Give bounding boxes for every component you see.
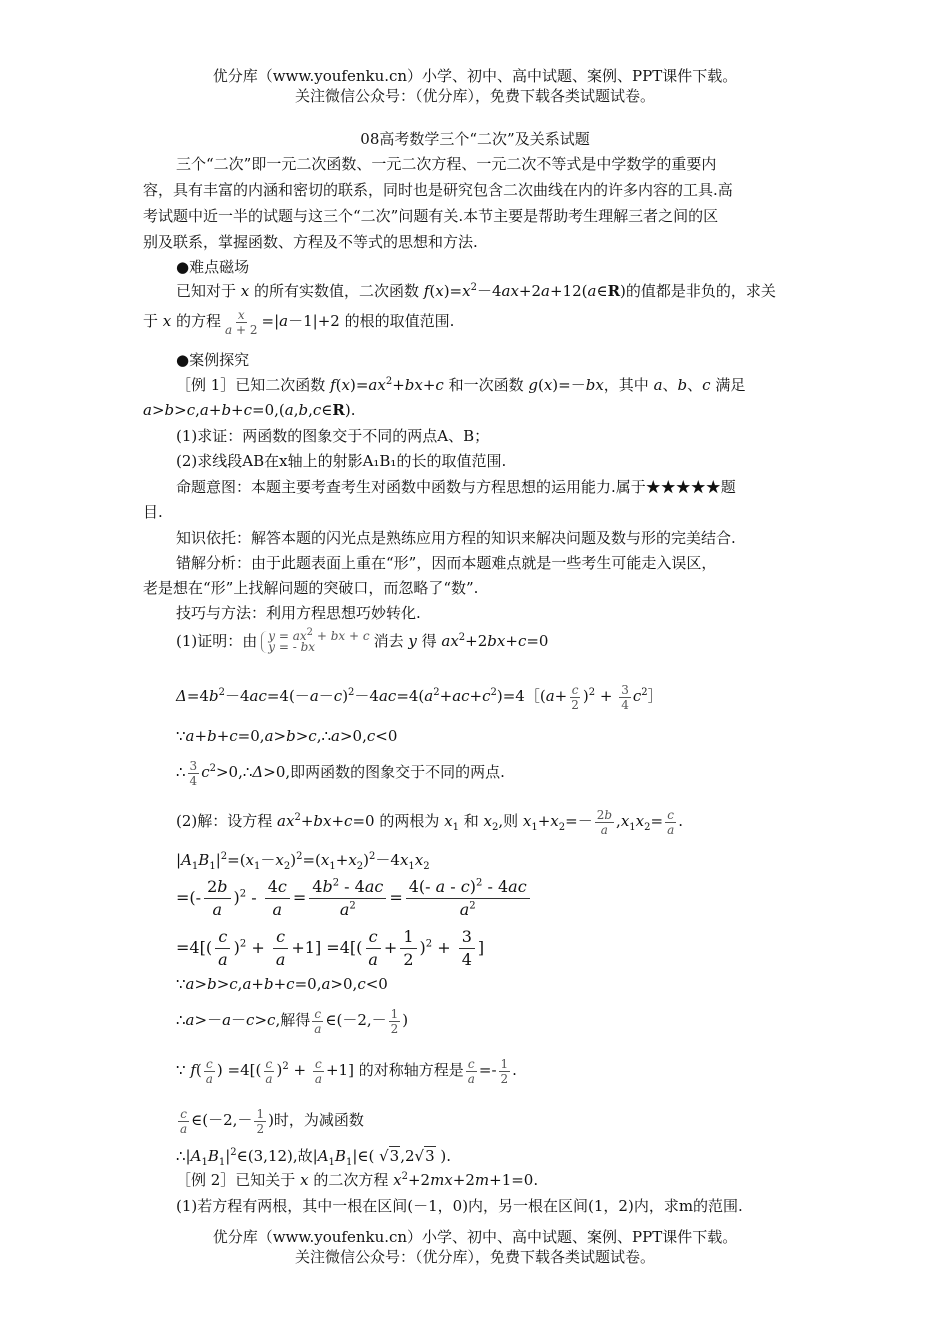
- solution-expand-1: =(- $\frac{2b}{a}$ )$^2$ - $\frac{4c}{a}$ = $\frac{4b^2 - 4ac}{a^2}$ = $\frac{4(- a - c)^2 - 4ac}{a^2}$: [176, 874, 533, 922]
- example1-intent-line-2: 目.: [143, 503, 163, 521]
- example1-statement-line-2: a>b>c,a+b+c=0,(a,b,c∈R).: [143, 401, 356, 419]
- example1-error-line-1: 错解分析：由于此题表面上重在“形”，因而本题难点就是一些考生可能走入误区，: [176, 554, 717, 572]
- difficulty-problem-line-2: 于 x 的方程 $\frac{x}{a + 2}$ =|a－1|+2 的根的取值范围.: [143, 307, 455, 337]
- solution-expand-2: =4[( $\frac{c}{a}$ )$^2$ + $\frac{c}{a}$ +1] =4[( $\frac{c}{a}$ + $\frac{1}{2}$ )$^2$ + $\frac{3}{4}$ ]: [176, 927, 485, 969]
- example1-part2: (2)求线段AB在x轴上的射影A₁B₁的长的取值范围.: [176, 452, 507, 470]
- example1-part1: (1)求证：两函数的图象交于不同的两点A、B；: [176, 427, 490, 445]
- example2-statement: ［例 2］已知关于 x 的二次方程 $x^2+2mx+2m+1=0$.: [176, 1171, 539, 1189]
- section-difficulty: ●难点磁场: [176, 258, 250, 276]
- example1-method: 技巧与方法：利用方程思想巧妙转化.: [176, 604, 421, 622]
- solution-condition: ∵a>b>c,a+b+c=0,a>0,c<0: [176, 975, 388, 993]
- solution-roots: (2)解：设方程 $ax^2+bx+c=0$ 的两根为 $x_1$ 和 $x_2$,则 $x_1+x_2=-$ $\frac{2b}{a}$ $,x_1x_2=$ $\frac{c}{a}$ .: [176, 807, 684, 837]
- intro-line-1: 三个“二次”即一元二次函数、一元二次方程、一元二次不等式是中学数学的重要内: [176, 155, 717, 173]
- footer-line-2: 关注微信公众号：（优分库），免费下载各类试题试卷。: [294, 1248, 655, 1266]
- intro-line-4: 别及联系，掌握函数、方程及不等式的思想和方法.: [143, 233, 478, 251]
- page-title: 08高考数学三个“二次”及关系试题: [360, 130, 590, 148]
- proof-discriminant: $\Delta=4b^2-4ac=4(-a-c)^2-4ac=4(a^2+ac+c^2)=4[(a+$ $\frac{c}{2}$ )$^2$ + $\frac{3}{4}$ $c^2]$: [176, 682, 663, 712]
- solution-range: ∴a>－a－c>c,解得 $\frac{c}{a}$ ∈(－2,－ $\frac{1}{2}$ ): [176, 1006, 409, 1036]
- section-cases: ●案例探究: [176, 351, 250, 369]
- header-line-1: 优分库（www.youfenku.cn）小学、初中、高中试题、案例、PPT课件下载。: [212, 67, 738, 85]
- solution-result: $\therefore|A_1B_1|^2\in(3,12)$,故$|A_1B_1|\in$( √3,2√3 ).: [176, 1147, 452, 1168]
- footer-line-1: 优分库（www.youfenku.cn）小学、初中、高中试题、案例、PPT课件下载。: [212, 1228, 738, 1246]
- intro-line-2: 容，具有丰富的内涵和密切的联系，同时也是研究包含二次曲线在内的许多内容的工具.高: [143, 181, 733, 199]
- proof-system: (1)证明：由 $y = ax^2$ + bx + c y = - bx 消去 y 得 $ax^2+2bx+c=0$: [176, 627, 549, 654]
- solution-decreasing: $\frac{c}{a}$ ∈(－2,－ $\frac{1}{2}$ )时，为减函数: [180, 1106, 364, 1136]
- proof-condition: ∵a+b+c=0,a>b>c,∴a>0,c<0: [176, 727, 398, 745]
- example1-basis: 知识依托：解答本题的闪光点是熟练应用方程的知识来解决问题及数与形的完美结合.: [176, 529, 736, 547]
- proof-conclusion: ∴ $\frac{3}{4}$ $c^2>0,\therefore\Delta>0$,即两函数的图象交于不同的两点.: [176, 758, 505, 788]
- solution-length-squared: $|A_1B_1|^2=(x_1-x_2)^2=(x_1+x_2)^2-4x_1x_2$: [176, 851, 430, 872]
- header-line-2: 关注微信公众号：（优分库），免费下载各类试题试卷。: [294, 87, 655, 105]
- intro-line-3: 考试题中近一半的试题与这三个“二次”问题有关.本节主要是帮助考生理解三者之间的区: [143, 207, 719, 225]
- example2-part1: (1)若方程有两根，其中一根在区间(－1，0)内，另一根在区间(1，2)内，求m的范围.: [176, 1197, 743, 1215]
- difficulty-problem-line-1: 已知对于 x 的所有实数值，二次函数 $f(x)=x^2-4ax+2a+12(a\in R)$的值都是非负的，求关: [176, 282, 776, 300]
- solution-axis: ∵ f( $\frac{c}{a}$ ) =4[( $\frac{c}{a}$ )$^2$ + $\frac{c}{a}$ +1] 的对称轴方程是 $\frac{c}{a}$ =- $\frac{1}{2}$ .: [176, 1056, 517, 1086]
- example1-error-line-2: 老是想在“形”上找解问题的突破口，而忽略了“数”.: [143, 579, 479, 597]
- example1-statement-line-1: ［例 1］已知二次函数 $f(x)=ax^2+bx+c$ 和一次函数 g(x)=－bx，其中 a、b、c 满足: [176, 376, 746, 394]
- example1-intent-line-1: 命题意图：本题主要考查考生对函数中函数与方程思想的运用能力.属于★★★★★题: [176, 478, 736, 496]
